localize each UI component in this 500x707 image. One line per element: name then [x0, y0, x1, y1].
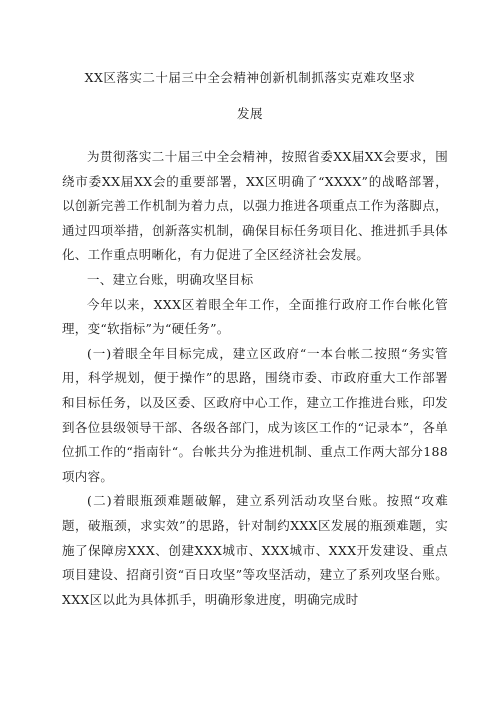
document-title-line-2: 发展 [236, 106, 263, 121]
subsection-1-paragraph: (一)着眼全年目标完成，建立区政府“一本台帐二按照“务实管用，科学规划，便于操作”的思路，围绕市委、市政府重大工作部署和目标任务，以及区委、区政府中心工作，建立工作推进台账，印发到各位县级领导干部、各级各部门，成为该区工作的“记录本”，各单位抓工作的“指南针“。台帐共分为推进机制、重点工作两大部分188项内容。 [62, 345, 448, 484]
subsection-2-paragraph: (二)着眼瓶颈难题破解，建立系列活动攻坚台账。按照“攻难题，破瓶颈，求实效”的思路，针对制约XXX区发展的瓶颈难题，实施了保障房XXX、创建XXX城市、XXX城市、XXX开发建设、重点项目建设、招商引资“百日攻坚”等攻坚活动，建立了系列攻坚台账。XXX区以此为具体抓手，明确形象进度，明确完成时 [62, 493, 448, 607]
section-1-paragraph: 今年以来，XXX区着眼全年工作，全面推行政府工作台帐化管理，变“软指标”为“硬任务”。 [62, 296, 448, 337]
intro-paragraph: 为贯彻落实二十届三中全会精神，按照省委XX届XX会要求，围绕市委XX届XX会的重要部署，XX区明确了“XXXX”的战略部署，以创新完善工作机制为着力点，以强力推进各项重点工作为落脚点，通过四项举措，创新落实机制，确保目标任务项目化、推进抓手具体化、工作重点明晰化，有力促进了全区经济社会发展。 [62, 149, 448, 263]
section-heading-1: 一、建立台账，明确攻坚目标 [87, 271, 254, 287]
document-title-line-1: XX区落实二十届三中全会精神创新机制抓落实克难攻坚求 [84, 70, 416, 85]
document-body [62, 145, 448, 612]
